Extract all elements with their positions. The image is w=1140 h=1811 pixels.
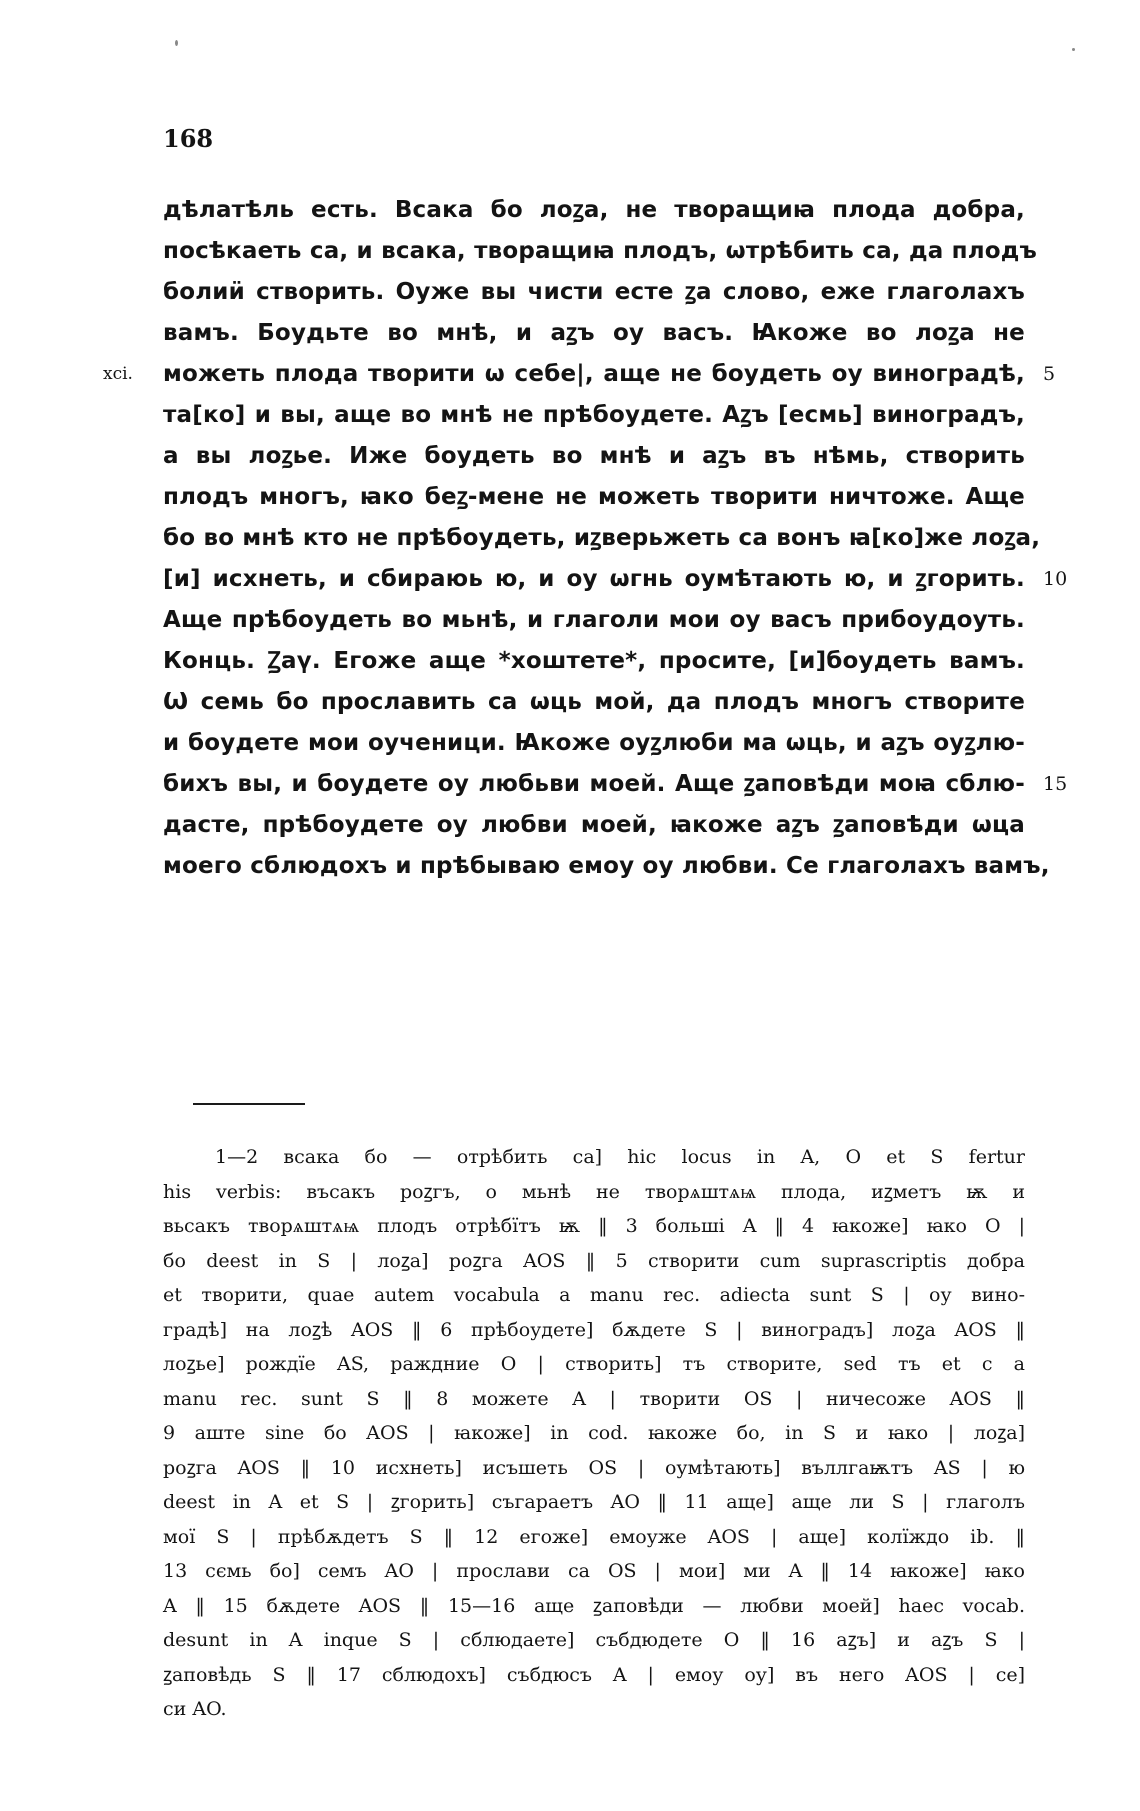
apparatus-line: си AO. (163, 1698, 227, 1720)
page-number: 168 (163, 124, 214, 153)
text-line-content: та[ко] и вы, аще во мнѣ не прѣбоудете. Аꙁъ [есмь] виноградъ, (163, 402, 1025, 428)
text-line (103, 354, 1056, 395)
scan-speck (175, 40, 178, 46)
footnote-divider (193, 1103, 305, 1105)
apparatus-line: manu rec. sunt S ‖ 8 можете A | творити OS | ничесоже AOS ‖ (163, 1387, 1025, 1410)
text-line-content: Конць. Ꙁаү. Егоже аще *хоштете*, просите, [и]боудеть вамъ. (163, 648, 1025, 674)
text-line-content: бихъ вы, и боудете оу любьви моей. Аще ꙁаповѣди моꙗ сблю- (163, 771, 1025, 797)
text-line-content: моего сблюдохъ и прѣбываю емоу оу любви. Се глаголахъ вамъ, (163, 853, 1050, 879)
text-line-content: плодъ многъ, ꙗко беꙁ-мене не можеть творити ничтоже. Аще (163, 484, 1025, 510)
text-line-content: бо во мнѣ кто не прѣбоудеть, иꙁверьжеть са вонъ ꙗ[ко]же лоꙁа, (163, 525, 1041, 551)
apparatus-line: desunt in A inque S | сблюдаете] събдюдете O ‖ 16 аꙁъ] и аꙁъ S | (163, 1629, 1025, 1651)
text-line (163, 190, 1025, 231)
text-line-content: болиӥ створить. Оуже вы чисти есте ꙁа слово, еже глаголахъ (163, 279, 1025, 305)
apparatus-line: 9 аште sine бо AOS | ꙗкоже] in cod. ꙗкоже бо, in S и ꙗко | лоꙁа] (163, 1422, 1025, 1444)
text-line-content: [и] исхнеть, и сбираюь ю, и оу ѡгнь оумѣтають ю, и ꙁгорить. (163, 566, 1025, 592)
text-line-content: а вы лоꙁье. Иже боудеть во мнѣ и аꙁъ въ нѣмь, створить (163, 443, 1025, 469)
text-line (163, 723, 1025, 764)
apparatus-line: бо deest in S | лоꙁа] роꙁга AOS ‖ 5 створити cum suprascriptis добра (163, 1249, 1025, 1272)
text-line (163, 395, 1025, 436)
text-line (163, 559, 1068, 600)
line-number: 15 (1043, 773, 1068, 795)
apparatus-line: his verbis: въсакъ роꙁгъ, о мьнѣ не творѧштѧѩ плода, иꙁметъ ѭ и (163, 1180, 1025, 1203)
text-line-content: Аще прѣбоудеть во мьнѣ, и глаголи мои оу васъ прибоудоуть. (163, 607, 1025, 633)
text-line-content: посѣкаеть са, и всака, творащиꙗ плодъ, ѡтрѣбить са, да плодъ (163, 238, 1038, 264)
text-line (163, 477, 1025, 518)
text-line-content: и боудете мои оученици. Ꙗкоже оуꙁлюби ма ѡць, и аꙁъ оуꙁлю- (163, 730, 1025, 756)
apparatus-line: вьсакъ творѧштѧѩ плодъ отрѣбїтъ ѭ ‖ 3 больші A ‖ 4 ꙗкоже] ꙗко O | (163, 1215, 1025, 1237)
apparatus-line: роꙁга AOS ‖ 10 исхнеть] исъшеть OS | оумѣтають] въллгаѭтъ AS | ю (163, 1456, 1025, 1479)
text-line-content: Ѡ семь бо прославить са ѡць мой, да плодъ многъ створите (163, 689, 1025, 715)
apparatus-line: 1—2 всака бо — отрѣбить са] hic locus in A, O et S fertur (215, 1146, 1025, 1168)
apparatus-line: мої S | прѣбѫдетъ S ‖ 12 егоже] емоуже AOS | аще] колїждо ib. ‖ (163, 1525, 1025, 1548)
apparatus-line: лоꙁье] рождїе AS, раждние O | створить] тъ створите, sed тъ et с a (163, 1353, 1025, 1375)
text-line (163, 600, 1025, 641)
apparatus-line: deest in A et S | ꙁгорить] съгараетъ AO ‖ 11 аще] аще ли S | глаголъ (163, 1491, 1025, 1513)
apparatus-line: градѣ] на лоꙁѣ AOS ‖ 6 прѣбоудете] бѫдете S | виноградъ] лоꙁа AOS ‖ (163, 1318, 1025, 1341)
text-line (163, 518, 1041, 559)
line-number: 5 (1043, 363, 1056, 385)
text-line (163, 436, 1025, 477)
apparatus-line: ꙁаповѣдь S ‖ 17 сблюдохъ] събдюсъ A | емоу оу] въ него AOS | се] (163, 1663, 1025, 1686)
scan-speck (1072, 48, 1075, 51)
text-line (163, 313, 1025, 354)
line-number: 10 (1043, 568, 1068, 590)
text-line (163, 272, 1025, 313)
apparatus-line: et творити, quae autem vocabula a manu rec. adiecta sunt S | оу вино- (163, 1284, 1025, 1306)
text-line (163, 641, 1025, 682)
critical-apparatus (163, 1140, 1025, 1727)
text-line (163, 805, 1025, 846)
text-line-content: дѣлатѣль есть. Всака бо лоꙁа, не творащиꙗ плода добра, (163, 197, 1025, 223)
apparatus-line: 13 сємь бо] семъ AO | прослави са OS | мои] ми A ‖ 14 ꙗкоже] ꙗко (163, 1560, 1025, 1582)
text-line-content: дасте, прѣбоудете оу любви моей, ꙗкоже аꙁъ ꙁаповѣди ѡца (163, 812, 1025, 838)
text-line-content: вамъ. Боудьте во мнѣ, и аꙁъ оу васъ. Ꙗкоже во лоꙁа не (163, 320, 1025, 346)
text-line-content: можеть плода творити ѡ себе|, аще не боудеть оу виноградѣ, (163, 361, 1025, 387)
text-line (163, 231, 1038, 272)
text-line (163, 682, 1025, 723)
main-text (103, 190, 1068, 887)
text-line (163, 846, 1050, 887)
text-line (163, 764, 1068, 805)
chapter-marker: xci. (103, 364, 133, 384)
apparatus-line: A ‖ 15 бѫдете AOS ‖ 15—16 аще ꙁаповѣди — любви моей] haec vocab. (163, 1594, 1025, 1617)
